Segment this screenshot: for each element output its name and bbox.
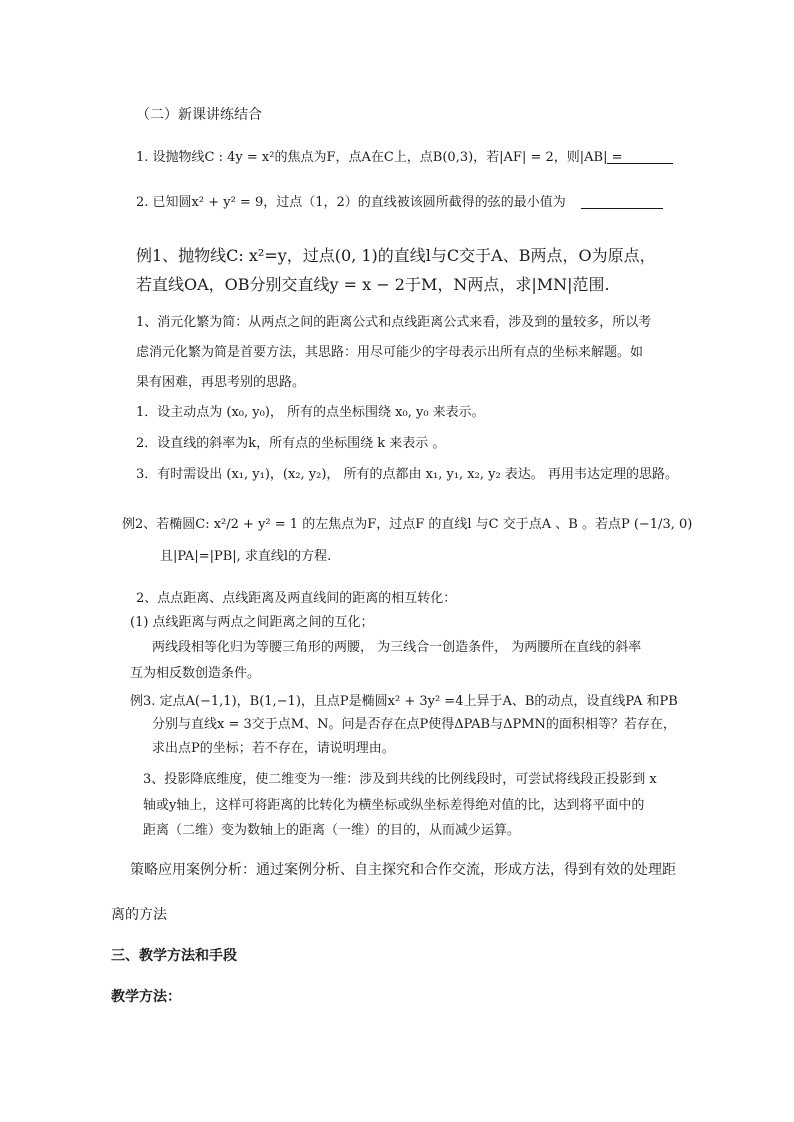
method-3-line-3: 距离（二维）变为数轴上的距离（一维）的目的，从而减少运算。	[143, 823, 521, 838]
method-1-item-2: 2．设直线的斜率为k，所有点的坐标围绕 k 来表示 。	[136, 436, 446, 451]
problem-1-answer-blank	[607, 151, 673, 164]
example-2-line-2: 且|PA|=|PB|, 求直线l的方程.	[160, 549, 332, 564]
problem-2-text: 2. 已知圆x² + y² = 9，过点（1，2）的直线被该圆所截得的弦的最小值为	[136, 195, 566, 210]
example-2-line-1: 例2、若椭圆C: x²/2 + y² = 1 的左焦点为F，过点F 的直线l 与C 交于点A 、B 。若点P (−1/3, 0)	[122, 517, 693, 532]
section-heading: （二）新课讲练结合	[136, 107, 262, 123]
method-1-line-2: 虑消元化繁为简是首要方法，其思路：用尽可能少的字母表示出所有点的坐标来解题。如	[136, 345, 644, 360]
example-3-line-1: 例3. 定点A(−1,1)，B(1,−1)，且点P是椭圆x² + 3y² =4上异于A、B的动点，设直线PA 和PB	[130, 694, 678, 709]
method-3-line-2: 轴或y轴上，这样可将距离的比转化为横坐标或纵坐标差得绝对值的比，达到将平面中的	[143, 798, 645, 813]
problem-2-answer-blank	[581, 196, 663, 209]
problem-1-text: 1. 设抛物线C : 4y = x²的焦点为F，点A在C上，点B(0,3)，若|AF| = 2，则|AB| =	[136, 150, 623, 165]
example-3-line-3: 求出点P的坐标；若不存在，请说明理由。	[152, 741, 395, 756]
strategy-line-2: 离的方法	[111, 907, 167, 923]
method-3-line-1: 3、投影降底维度，使二维变为一维：涉及到共线的比例线段时，可尝试将线段正投影到 x	[143, 772, 657, 787]
section-3-heading: 三、教学方法和手段	[111, 948, 237, 964]
teaching-methods-label: 教学方法：	[111, 989, 181, 1005]
method-2-text-line-2: 互为相反数创造条件。	[130, 666, 261, 681]
example-1-line-2: 若直线OA，OB分别交直线y = x − 2于M，N两点，求|MN|范围.	[136, 275, 610, 294]
method-1-line-3: 果有困难，再思考别的思路。	[136, 375, 306, 390]
method-2-subtitle: (1) 点线距离与两点之间距离之间的互化；	[130, 615, 374, 630]
method-1-line-1: 1、消元化繁为简：从两点之间的距离公式和点线距离公式来看，涉及到的量较多，所以考	[136, 315, 652, 330]
example-1-line-1: 例1、抛物线C: x²=y，过点(0, 1)的直线l与C交于A、B两点，O为原点，	[136, 246, 656, 265]
method-2-text-line-1: 两线段相等化归为等腰三角形的两腰， 为三线合一创造条件， 为两腰所在直线的斜率	[152, 640, 642, 655]
example-3-line-2: 分别与直线x = 3交于点M、N。问是否存在点P使得ΔPAB与ΔPMN的面积相等？若存在，	[152, 717, 676, 732]
strategy-line-1: 策略应用案例分析：通过案例分析、自主探究和合作交流，形成方法，得到有效的处理距	[130, 862, 676, 878]
method-1-item-3: 3．有时需设出 (x₁, y₁)，(x₂, y₂)， 所有的点都由 x₁, y₁, x₂, y₂ 表达。 再用韦达定理的思路。	[136, 467, 678, 482]
method-1-item-1: 1．设主动点为 (x₀, y₀)， 所有的点坐标围绕 x₀, y₀ 来表示。	[136, 405, 485, 420]
method-2-title: 2、点点距离、点线距离及两直线间的距离的相互转化：	[136, 591, 457, 606]
